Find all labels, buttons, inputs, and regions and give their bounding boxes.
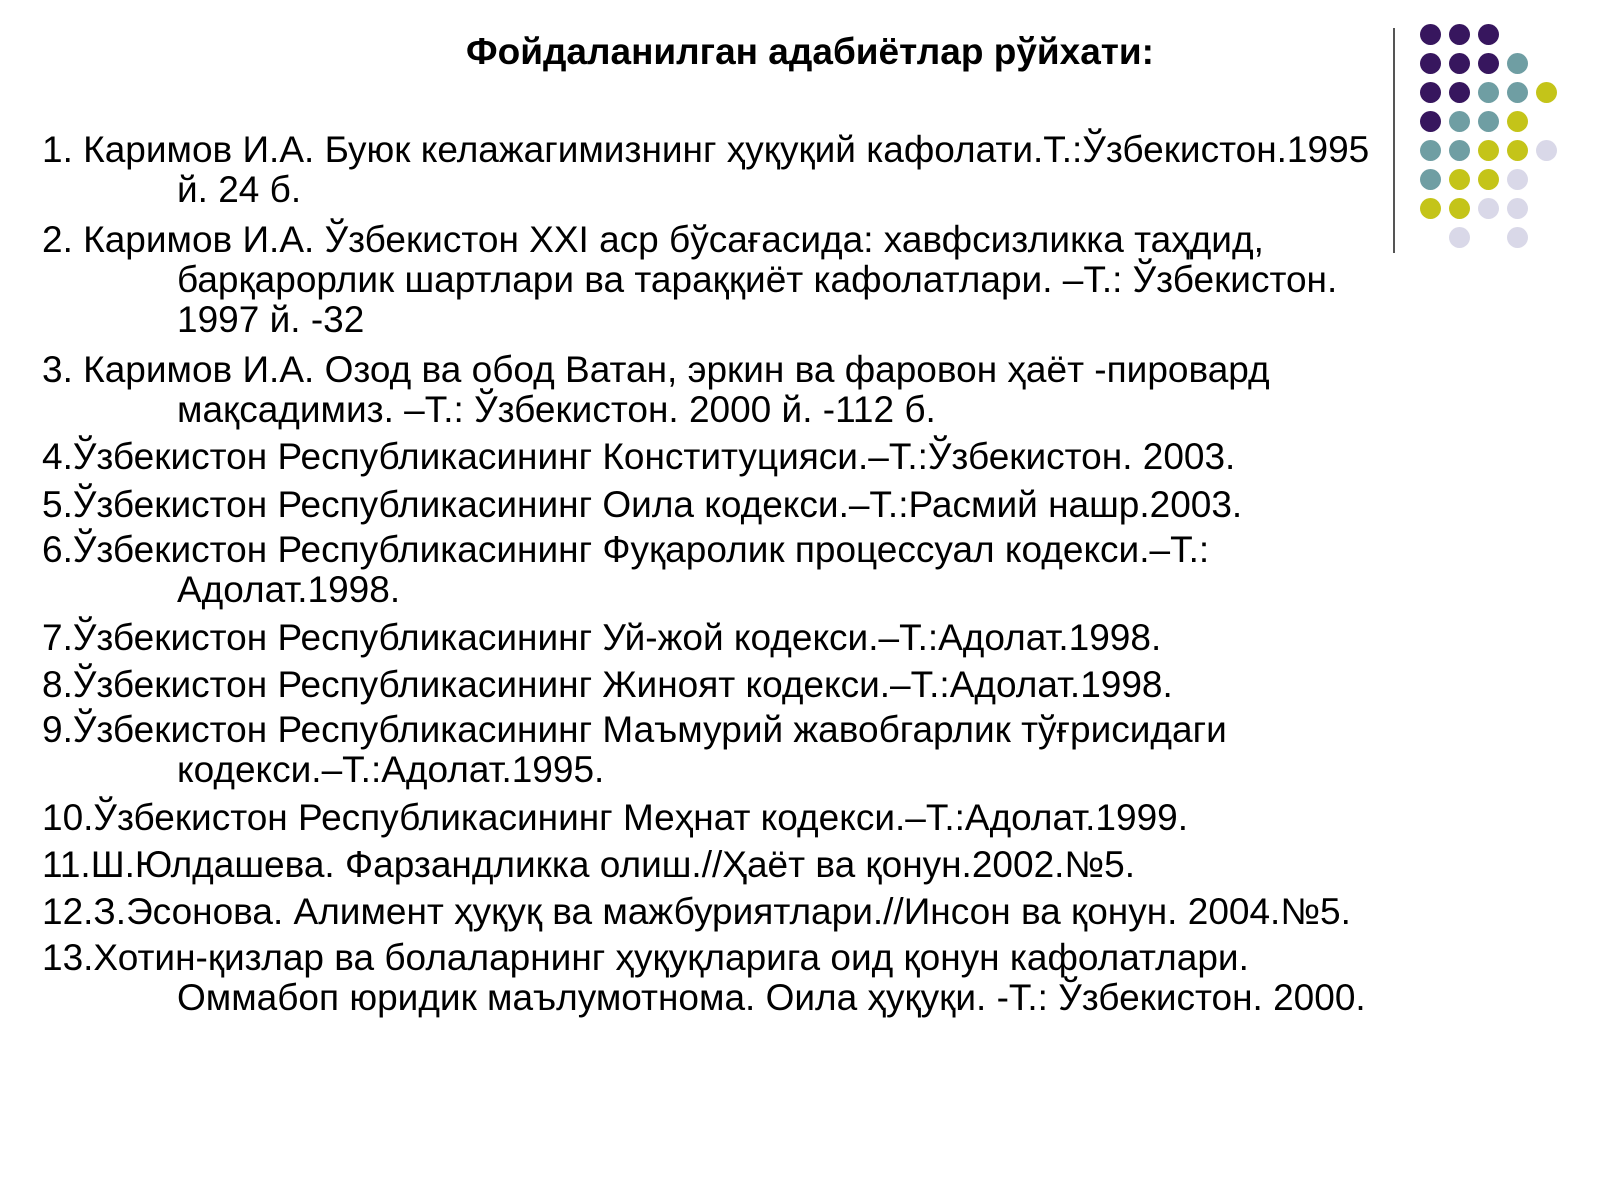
reference-item (42, 220, 1562, 340)
decorative-dot (1449, 111, 1470, 132)
reference-item (42, 710, 1562, 790)
reference-text-continued: Адолат.1998. (177, 569, 401, 610)
reference-text: 9.Ўзбекистон Республикасининг Маъмурий жавобгарлик тўғрисидаги (42, 709, 1227, 750)
reference-text: 7.Ўзбекистон Республикасининг Уй-жой кодекси.–Т.:Адолат.1998. (42, 617, 1162, 658)
reference-text: 2. Каримов И.А. Ўзбекистон XXI аср бўсағасида: хавфсизликка таҳдид, (42, 219, 1264, 260)
reference-text: 5.Ўзбекистон Республикасининг Оила кодекси.–Т.:Расмий нашр.2003. (42, 484, 1243, 525)
reference-text-continued: й. 24 б. (177, 169, 302, 210)
reference-text: 1. Каримов И.А. Буюк келажагимизнинг ҳуқуқий кафолати.Т.:Ўзбекистон.1995 (42, 129, 1370, 170)
decorative-dot (1420, 111, 1441, 132)
reference-item (42, 618, 1562, 658)
decorative-dot (1507, 111, 1528, 132)
reference-text: 3. Каримов И.А. Озод ва обод Ватан, эркин ва фаровон ҳаёт -пировард (42, 349, 1270, 390)
reference-item (42, 798, 1562, 838)
reference-text-continued: 1997 й. -32 (177, 299, 365, 340)
decorative-dot (1420, 82, 1441, 103)
reference-item (42, 130, 1562, 210)
reference-item (42, 845, 1562, 885)
reference-text-continued: кодекси.–Т.:Адолат.1995. (177, 749, 605, 790)
reference-item (42, 485, 1562, 525)
reference-text: 6.Ўзбекистон Республикасининг Фуқаролик процессуал кодекси.–Т.: (42, 529, 1210, 570)
reference-text-continued: мақсадимиз. –Т.: Ўзбекистон. 2000 й. -112 б. (177, 389, 936, 430)
reference-item (42, 350, 1562, 430)
decorative-dot (1449, 82, 1470, 103)
reference-text: 13.Хотин-қизлар ва болаларнинг ҳуқуқларига оид қонун кафолатлари. (42, 937, 1249, 978)
reference-text: 12.З.Эсонова. Алимент ҳуқуқ ва мажбуриятлари.//Инсон ва қонун. 2004.№5. (42, 891, 1351, 932)
reference-text-continued: барқарорлик шартлари ва тараққиёт кафолатлари. –Т.: Ўзбекистон. (177, 259, 1338, 300)
reference-text: 4.Ўзбекистон Республикасининг Конституцияси.–Т.:Ўзбекистон. 2003. (42, 436, 1236, 477)
reference-item (42, 938, 1562, 1018)
reference-text-continued: Оммабоп юридик маълумотнома. Оила ҳуқуқи. -Т.: Ўзбекистон. 2000. (177, 977, 1366, 1018)
reference-text: 8.Ўзбекистон Республикасининг Жиноят кодекси.–Т.:Адолат.1998. (42, 664, 1173, 705)
slide-title: Фойдаланилган адабиётлар рўйхати: (466, 31, 1154, 72)
decorative-dot (1478, 111, 1499, 132)
reference-item (42, 530, 1562, 610)
decorative-dot (1478, 82, 1499, 103)
reference-item (42, 665, 1562, 705)
decorative-dot (1507, 82, 1528, 103)
reference-text: 11.Ш.Юлдашева. Фарзандликка олиш.//Ҳаёт ва қонун.2002.№5. (42, 844, 1135, 885)
reference-item (42, 437, 1562, 477)
reference-item (42, 892, 1562, 932)
reference-text: 10.Ўзбекистон Республикасининг Меҳнат кодекси.–Т.:Адолат.1999. (42, 797, 1189, 838)
decorative-dot (1536, 82, 1557, 103)
